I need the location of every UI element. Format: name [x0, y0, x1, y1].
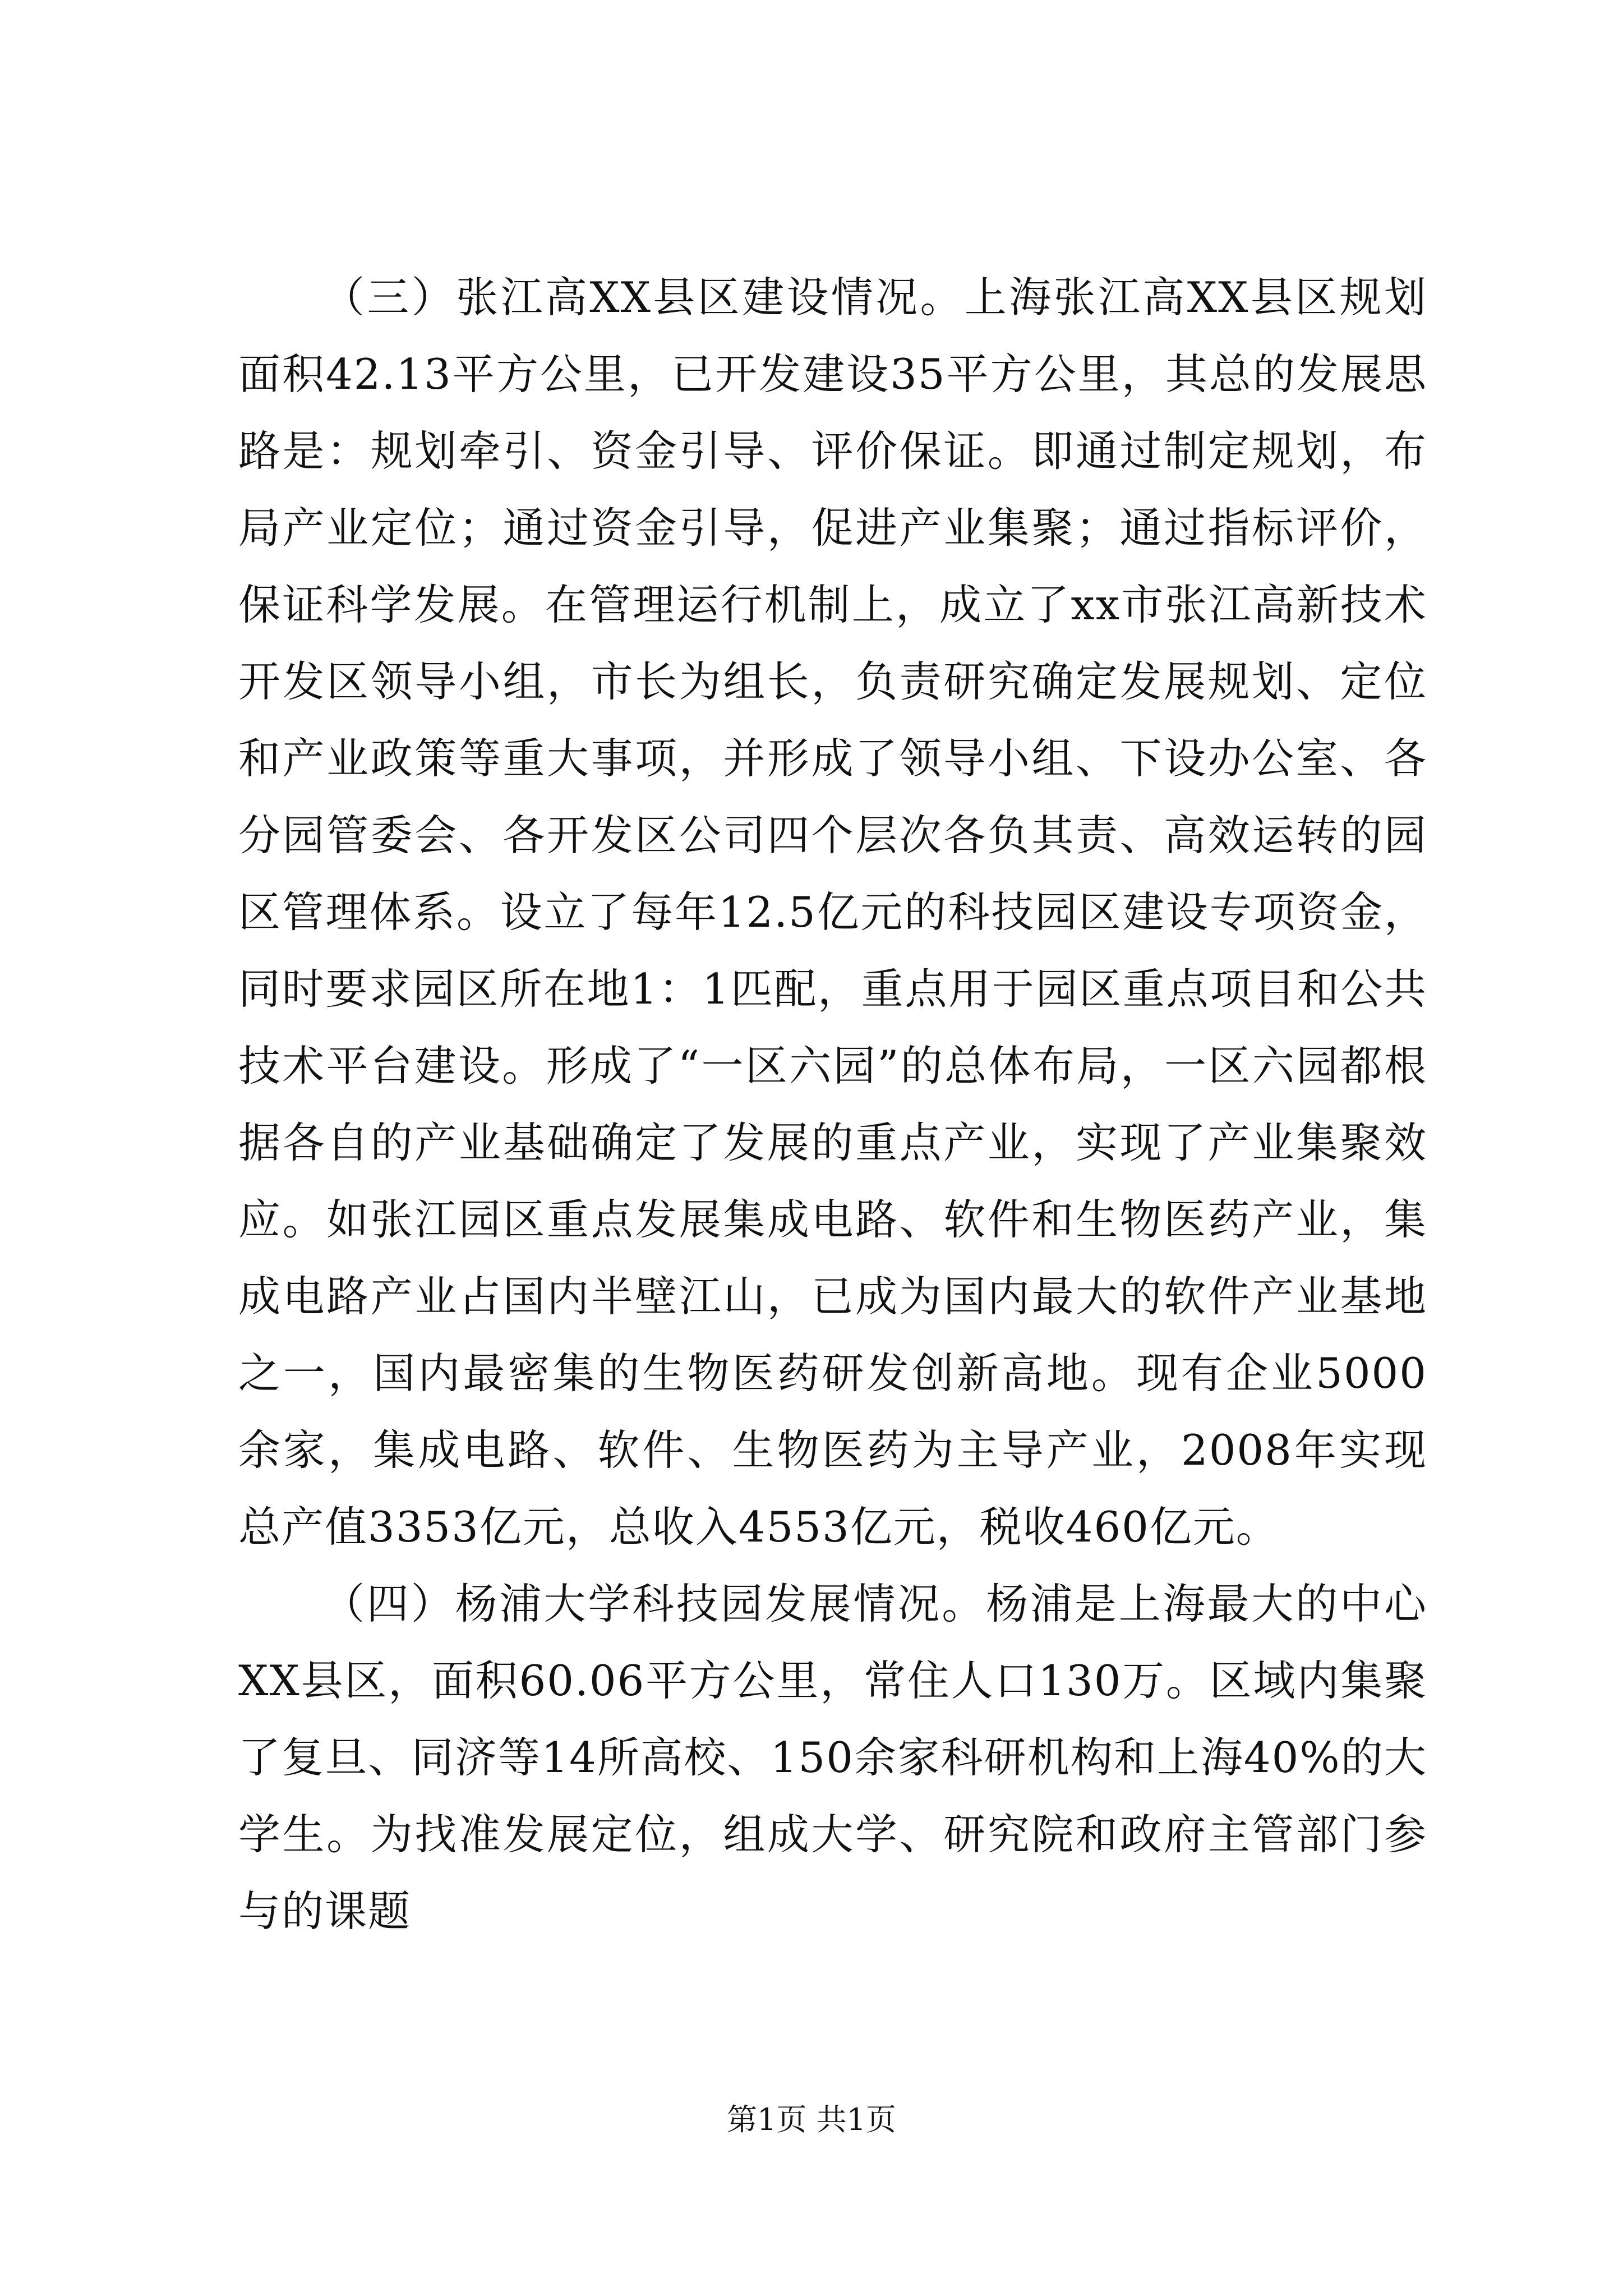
document-body	[238, 259, 1427, 1950]
paragraph-yangpu: （四）杨浦大学科技园发展情况。杨浦是上海最大的中心XX县区，面积60.06平方公里，常住人口130万。区域内集聚了复旦、同济等14所高校、150余家科研机构和上海40%的大学生。为找准发展定位，组成大学、研究院和政府主管部门参与的课题	[238, 1579, 1427, 1936]
paragraph-zhangjiang: （三）张江高XX县区建设情况。上海张江高XX县区规划面积42.13平方公里，已开发建设35平方公里，其总的发展思路是：规划牵引、资金引导、评价保证。即通过制定规划，布局产业定位；通过资金引导，促进产业集聚；通过指标评价，保证科学发展。在管理运行机制上，成立了xx市张江高新技术开发区领导小组，市长为组长，负责研究确定发展规划、定位和产业政策等重大事项，并形成了领导小组、下设办公室、各分园管委会、各开发区公司四个层次各负其责、高效运转的园区管理体系。设立了每年12.5亿元的科技园区建设专项资金，同时要求园区所在地1：1匹配，重点用于园区重点项目和公共技术平台建设。形成了“一区六园”的总体布局，一区六园都根据各自的产业基础确定了发展的重点产业，实现了产业集聚效应。如张江园区重点发展集成电路、软件和生物医药产业，集成电路产业占国内半壁江山，已成为国内最大的软件产业基地之一，国内最密集的生物医药研发创新高地。现有企业5000余家，集成电路、软件、生物医药为主导产业，2008年实现总产值3353亿元，总收入4553亿元，税收460亿元。	[238, 273, 1427, 1552]
page-footer: 第1页 共1页	[727, 2102, 896, 2137]
